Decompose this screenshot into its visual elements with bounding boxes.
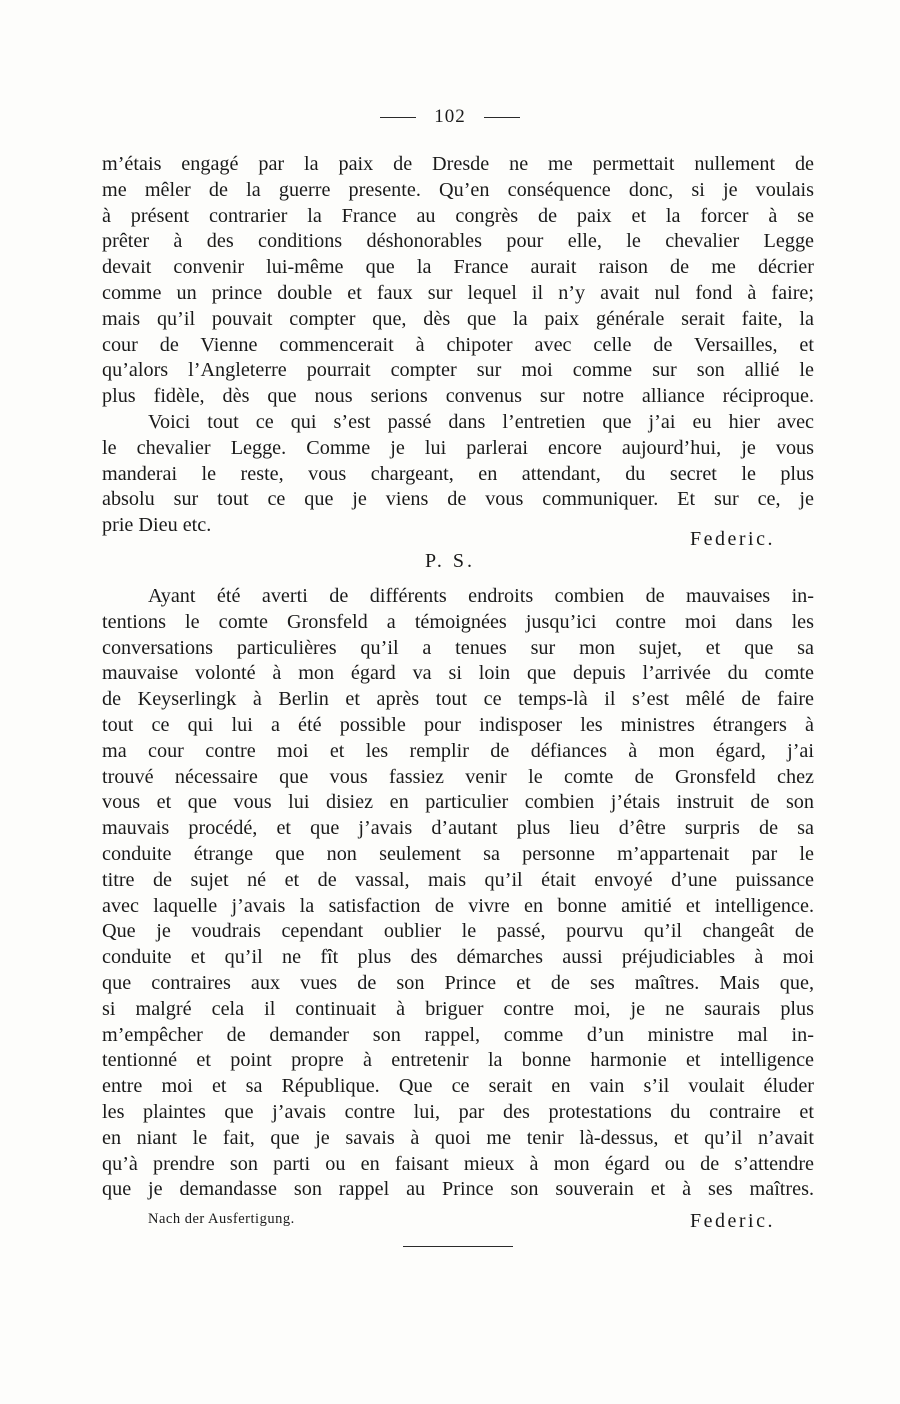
text-line: me mêler de la guerre presente. Qu’en conséquence donc, si je voulais	[102, 178, 814, 201]
text-line: si malgré cela il continuait à briguer contre moi, je ne saurais plus	[102, 997, 814, 1020]
text-line: titre de sujet né et de vassal, mais qu’il était envoyé d’une puissance	[102, 868, 814, 891]
text-line: m’empêcher de demander son rappel, comme d’un ministre mal in-	[102, 1023, 814, 1046]
text-line: les plaintes que j’avais contre lui, par des protestations du contraire et	[102, 1100, 814, 1123]
text-line: que je demandasse son rappel au Prince son souverain et à ses maîtres.	[102, 1178, 814, 1201]
text-line: qu’alors l’Angleterre pourrait compter sur moi comme sur son allié le	[102, 359, 814, 382]
text-line: ma cour contre moi et les remplir de défiances à mon égard, j’ai	[102, 739, 814, 762]
text-line: le chevalier Legge. Comme je lui parlerai encore aujourd’hui, je vous	[102, 436, 814, 459]
text-line: conduite et qu’il ne fît plus des démarches aussi préjudiciables à moi	[102, 946, 814, 969]
text-line: prêter à des conditions déshonorables pour elle, le chevalier Legge	[102, 230, 814, 253]
end-rule	[403, 1246, 513, 1247]
text-line: absolu sur tout ce que je viens de vous communiquer. Et sur ce, je	[102, 488, 814, 511]
text-line: de Keyserlingk à Berlin et après tout ce temps-là il s’est mêlé de faire	[102, 688, 814, 711]
postscript-heading: P. S.	[424, 550, 476, 572]
header-rule-right	[484, 117, 520, 118]
text-line: que contraires aux vues de son Prince et de ses maîtres. Mais que,	[102, 971, 814, 994]
text-line: tentions le comte Gronsfeld a témoignées jusqu’ici contre moi dans les	[102, 610, 814, 633]
text-line: plus fidèle, dès que nous serions convenus sur notre alliance réciproque.	[102, 385, 814, 408]
text-line: devait convenir lui-même que la France aurait raison de me décrier	[102, 256, 814, 279]
text-line: conduite étrange que non seulement sa personne m’appartenait par le	[102, 842, 814, 865]
signature-1: Federic.	[690, 528, 775, 550]
source-note: Nach der Ausfertigung.	[148, 1211, 295, 1227]
text-line: comme un prince double et faux sur lequel il n’y avait nul fond à faire;	[102, 281, 814, 304]
text-line: mauvais procédé, et que j’avais d’autant plus lieu d’être surpris de sa	[102, 817, 814, 840]
paragraph-1	[102, 152, 814, 410]
text-line: mais qu’il pouvait compter que, dès que la paix générale serait faite, la	[102, 307, 814, 330]
paragraph-3	[102, 584, 814, 1203]
text-line: manderai le reste, vous chargeant, en attendant, du secret le plus	[102, 462, 814, 485]
paragraph-2	[102, 410, 814, 539]
text-line: qu’à prendre son parti ou en faisant mieux à mon égard ou de s’attendre	[102, 1152, 814, 1175]
text-line: entre moi et sa République. Que ce serait en vain s’il voulait éluder	[102, 1075, 814, 1098]
text-line: conversations particulières qu’il a tenues sur mon sujet, et que sa	[102, 636, 814, 659]
text-line: Que je voudrais cependant oublier le passé, pourvu qu’il changeât de	[102, 920, 814, 943]
text-line: prie Dieu etc.	[102, 514, 212, 537]
text-line: Ayant été averti de différents endroits combien de mauvaises in-	[148, 585, 814, 607]
text-line: mauvaise volonté à mon égard va si loin que depuis l’arrivée du comte	[102, 662, 814, 685]
header-rule-left	[380, 117, 416, 118]
page-number: 102	[434, 106, 466, 127]
page-number-header	[0, 106, 900, 128]
signature-2: Federic.	[690, 1210, 775, 1232]
text-line: trouvé nécessaire que vous fassiez venir le comte de Gronsfeld chez	[102, 765, 814, 788]
text-line: tout ce qui lui a été possible pour indisposer les ministres étrangers à	[102, 713, 814, 736]
text-line: vous et que vous lui disiez en particulier combien j’étais instruit de son	[102, 791, 814, 814]
text-line: à présent contrarier la France au congrès de paix et la forcer à se	[102, 204, 814, 227]
text-line: cour de Vienne commencerait à chipoter avec celle de Versailles, et	[102, 333, 814, 356]
text-line: avec laquelle j’avais la satisfaction de vivre en bonne amitié et intelligence.	[102, 894, 814, 917]
text-line: m’étais engagé par la paix de Dresde ne me permettait nullement de	[102, 153, 814, 175]
text-line: tentionné et point propre à entretenir la bonne harmonie et intelligence	[102, 1049, 814, 1072]
text-line: Voici tout ce qui s’est passé dans l’entretien que j’ai eu hier avec	[148, 411, 814, 433]
text-line: en niant le fait, que je savais à quoi me tenir là-dessus, et qu’il n’avait	[102, 1126, 814, 1149]
